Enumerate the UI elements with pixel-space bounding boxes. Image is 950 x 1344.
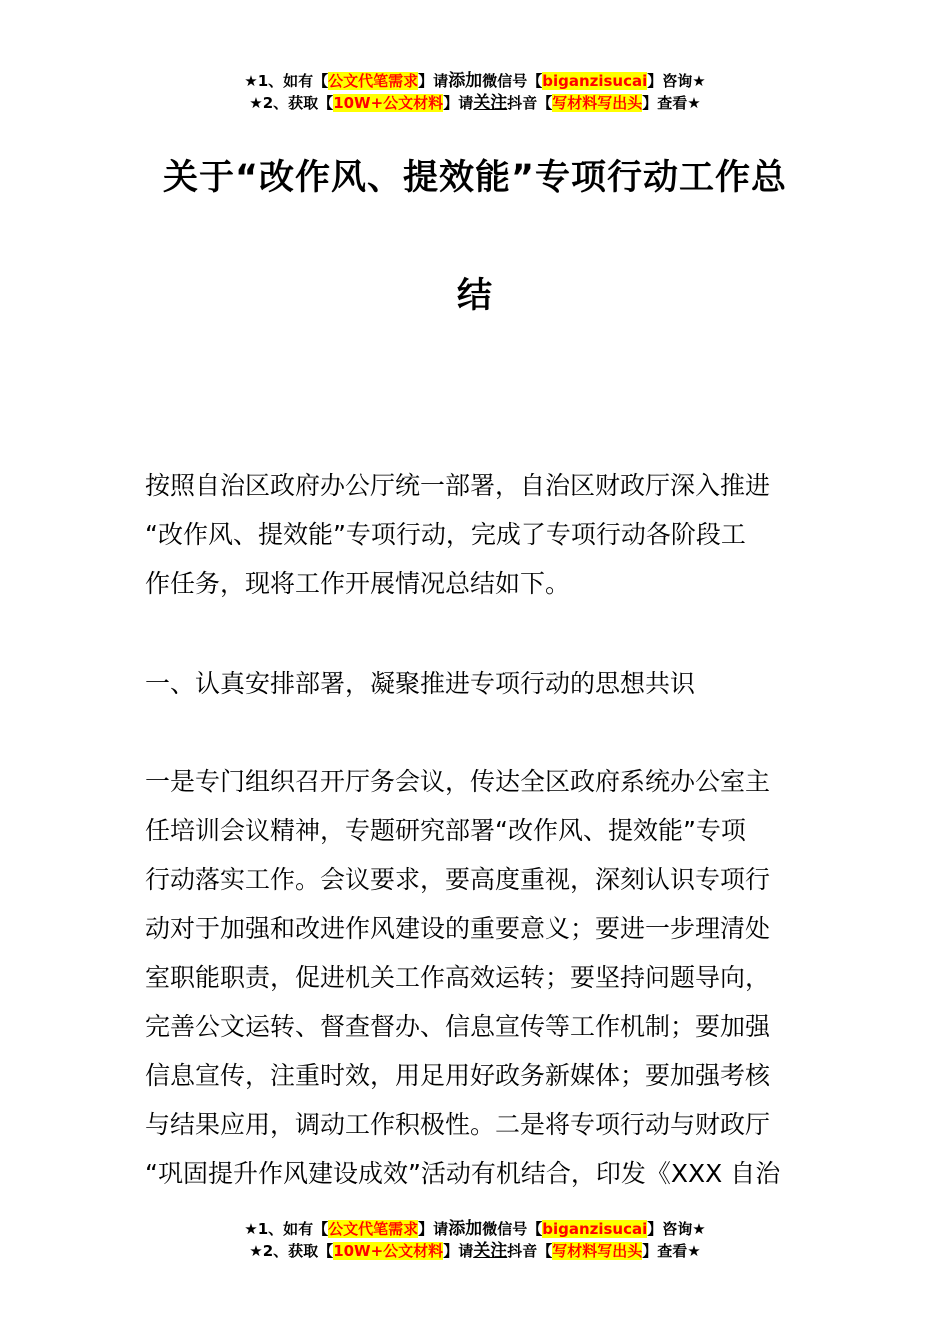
promo-line-1	[0, 1218, 950, 1240]
promo-text: 】请	[418, 72, 449, 90]
promo-text: 】查看★	[642, 94, 701, 112]
highlight-douyin-account: 写材料写出头	[552, 1242, 643, 1260]
text-line: 行动落实工作。会议要求，要高度重视，深刻认识专项行	[145, 865, 771, 894]
text-line: 作任务，现将工作开展情况总结如下。	[145, 569, 571, 598]
section-heading-text: 一、认真安排部署，凝聚推进专项行动的思想共识	[145, 669, 696, 698]
document-title-line-2: 结	[456, 276, 493, 316]
body-paragraph	[145, 757, 810, 1198]
promo-text: 】咨询★	[647, 1220, 706, 1238]
emphasis-text: 关注	[473, 1241, 508, 1261]
header-promo-banner	[0, 70, 950, 114]
promo-text: ★2、获取【	[249, 1242, 334, 1260]
text-line: 信息宣传，注重时效，用足用好政务新媒体；要加强考核	[145, 1061, 771, 1090]
promo-text: ★2、获取【	[249, 94, 334, 112]
highlight-materials: 10W+公文材料	[333, 94, 444, 112]
promo-text: 】请	[443, 94, 474, 112]
text-line: 按照自治区政府办公厅统一部署，自治区财政厅深入推进	[145, 471, 771, 500]
promo-text: 】请	[443, 1242, 474, 1260]
highlight-wechat-id: biganzisucai	[542, 72, 648, 90]
promo-text: 抖音【	[507, 94, 553, 112]
text-line: 动对于加强和改进作风建设的重要意义；要进一步理清处	[145, 914, 771, 943]
promo-text: 微信号【	[482, 72, 543, 90]
promo-text: ★1、如有【	[244, 72, 329, 90]
section-heading	[145, 659, 810, 708]
highlight-service: 公文代笔需求	[328, 1220, 419, 1238]
promo-text: 微信号【	[482, 1220, 543, 1238]
promo-text: 】咨询★	[647, 72, 706, 90]
text-line: “改作风、提效能”专项行动，完成了专项行动各阶段工	[145, 520, 746, 549]
text-line: 室职能职责，促进机关工作高效运转；要坚持问题导向，	[145, 963, 771, 992]
text-line: 完善公文运转、督查督办、信息宣传等工作机制；要加强	[145, 1012, 771, 1041]
highlight-materials: 10W+公文材料	[333, 1242, 444, 1260]
emphasis-text: 关注	[473, 93, 508, 113]
text-line: 一是专门组织召开厅务会议，传达全区政府系统办公室主	[145, 767, 771, 796]
text-line: 任培训会议精神，专题研究部署“改作风、提效能”专项	[145, 816, 746, 845]
promo-text: ★1、如有【	[244, 1220, 329, 1238]
document-title-line-1: 关于“改作风、提效能”专项行动工作总	[162, 158, 787, 198]
highlight-douyin-account: 写材料写出头	[552, 94, 643, 112]
emphasis-text: 添加	[448, 71, 483, 91]
promo-text: 】查看★	[642, 1242, 701, 1260]
highlight-wechat-id: biganzisucai	[542, 1220, 648, 1238]
intro-paragraph	[145, 461, 810, 608]
text-line: “巩固提升作风建设成效”活动有机结合，印发《XXX 自治	[145, 1159, 781, 1188]
footer-promo-banner	[0, 1218, 950, 1262]
promo-line-2	[0, 1240, 950, 1262]
promo-text: 】请	[418, 1220, 449, 1238]
text-line: 与结果应用，调动工作积极性。二是将专项行动与财政厅	[145, 1110, 771, 1139]
emphasis-text: 添加	[448, 1219, 483, 1239]
promo-line-2	[0, 92, 950, 114]
highlight-service: 公文代笔需求	[328, 72, 419, 90]
promo-line-1	[0, 70, 950, 92]
promo-text: 抖音【	[507, 1242, 553, 1260]
